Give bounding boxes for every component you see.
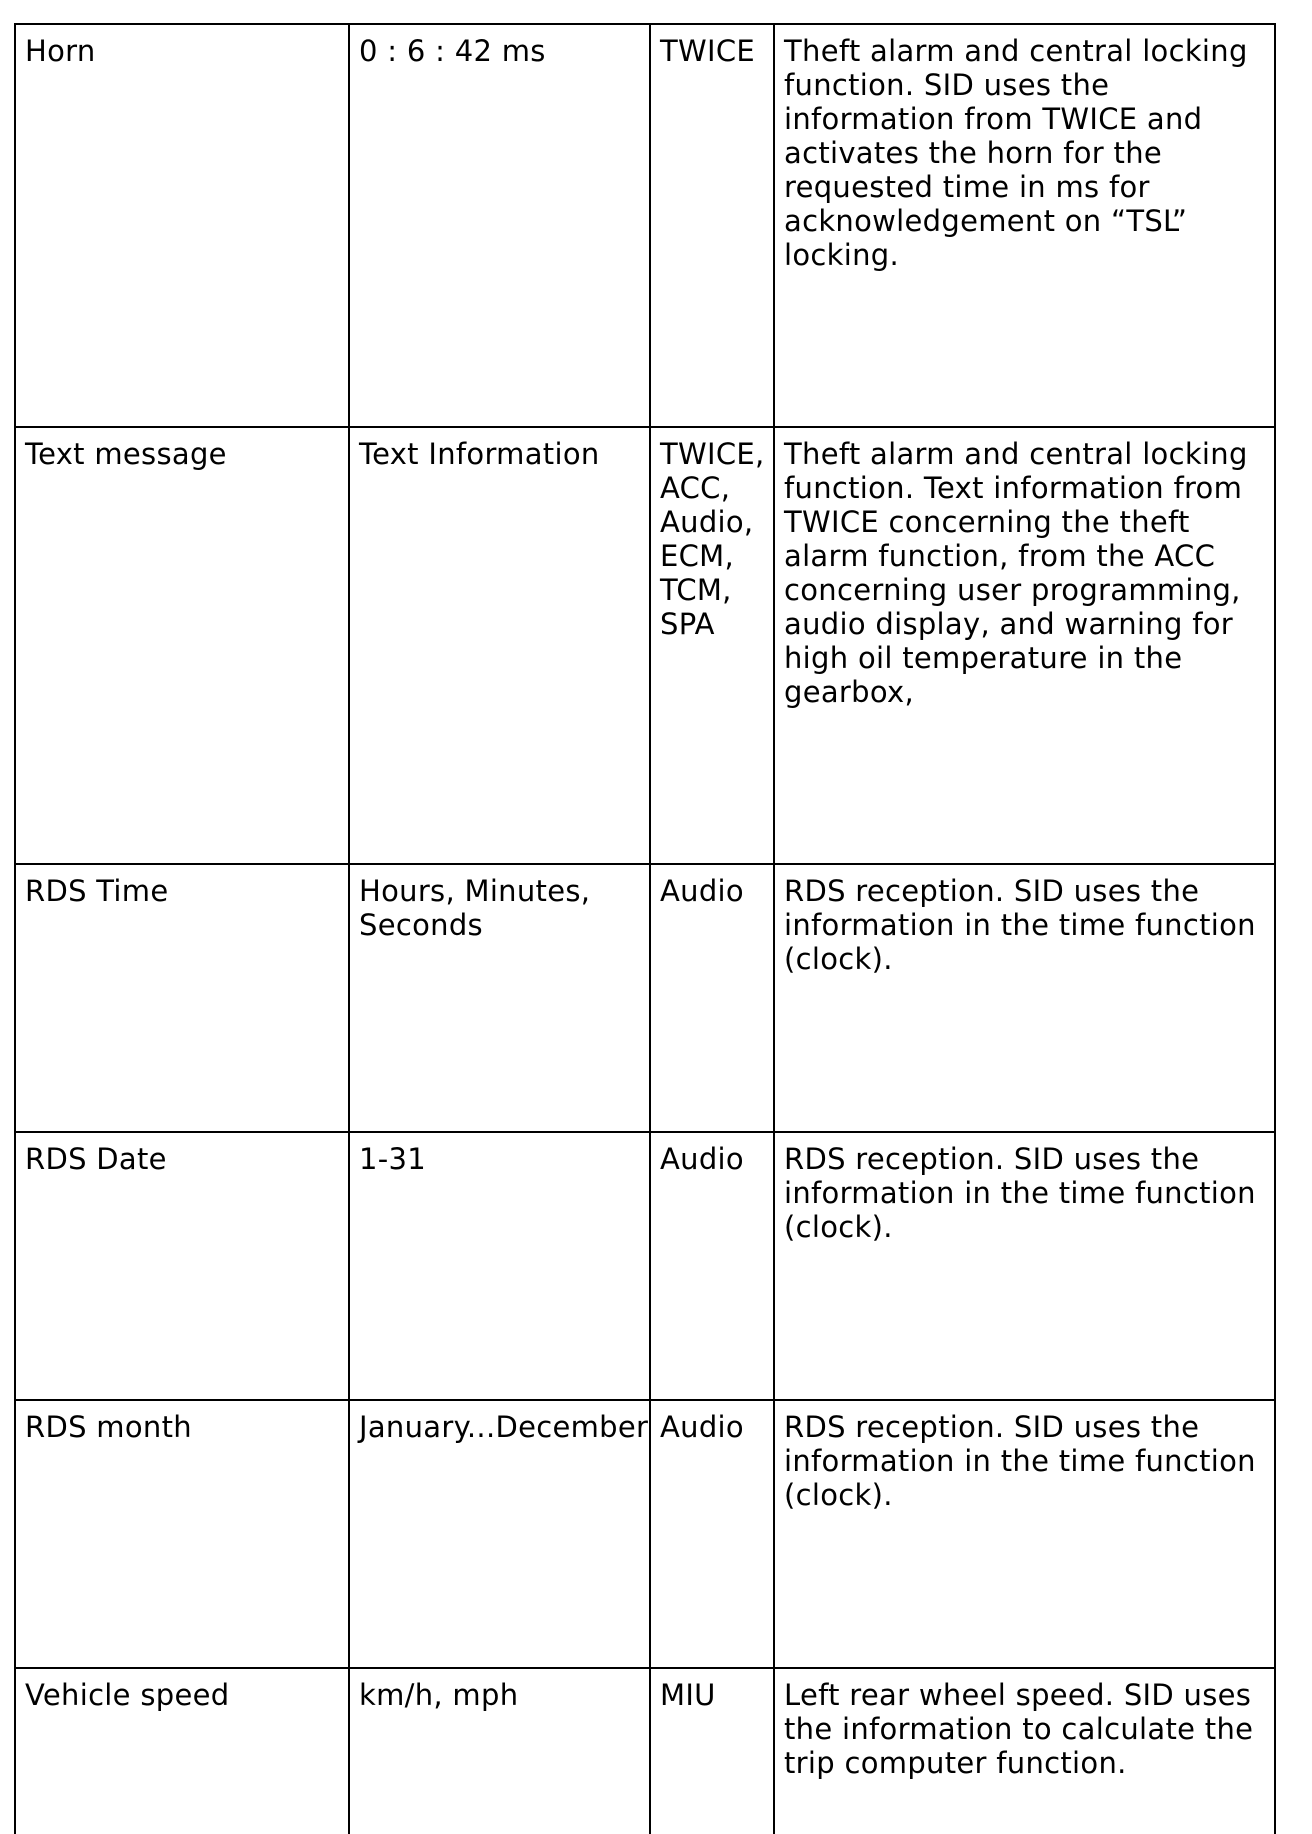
signal-source-cell: TWICE, ACC, Audio, ECM, TCM, SPA bbox=[650, 427, 774, 864]
signal-description-cell: Theft alarm and central locking function. SID uses the information from TWICE and activates the horn for the requested time in ms for acknowledgement on “TSL” locking. bbox=[774, 24, 1275, 427]
table-row-text-message bbox=[15, 427, 1275, 864]
signal-value-cell: 1-31 bbox=[349, 1132, 650, 1400]
signal-name-cell: Horn bbox=[15, 24, 349, 427]
signal-name-cell: RDS Date bbox=[15, 1132, 349, 1400]
signal-source-cell: Audio bbox=[650, 1400, 774, 1668]
signal-value-cell: January...December bbox=[349, 1400, 650, 1668]
signal-name-cell: RDS month bbox=[15, 1400, 349, 1668]
signal-name-cell: Vehicle speed bbox=[15, 1668, 349, 1834]
signal-name-cell: RDS Time bbox=[15, 864, 349, 1132]
signal-source-cell: Audio bbox=[650, 1132, 774, 1400]
table-row-vehicle-speed bbox=[15, 1668, 1275, 1834]
table-row-rds-date bbox=[15, 1132, 1275, 1400]
table-row-rds-time bbox=[15, 864, 1275, 1132]
table-row-horn bbox=[15, 24, 1275, 427]
signal-name-cell: Text message bbox=[15, 427, 349, 864]
table-row-rds-month bbox=[15, 1400, 1275, 1668]
signal-table bbox=[14, 23, 1276, 1834]
signal-value-cell: 0 : 6 : 42 ms bbox=[349, 24, 650, 427]
signal-source-cell: Audio bbox=[650, 864, 774, 1132]
signal-source-cell: MIU bbox=[650, 1668, 774, 1834]
signal-description-cell: RDS reception. SID uses the information in the time function (clock). bbox=[774, 864, 1275, 1132]
signal-source-cell: TWICE bbox=[650, 24, 774, 427]
signal-value-cell: Text Information bbox=[349, 427, 650, 864]
signal-description-cell: RDS reception. SID uses the information in the time function (clock). bbox=[774, 1400, 1275, 1668]
signal-value-cell: Hours, Minutes, Seconds bbox=[349, 864, 650, 1132]
signal-value-cell: km/h, mph bbox=[349, 1668, 650, 1834]
signal-description-cell: Theft alarm and central locking function. Text information from TWICE concerning the theft alarm function, from the ACC concerning user programming, audio display, and warning for high oil temperature in the gearbox, bbox=[774, 427, 1275, 864]
signal-description-cell: RDS reception. SID uses the information in the time function (clock). bbox=[774, 1132, 1275, 1400]
signal-description-cell: Left rear wheel speed. SID uses the information to calculate the trip computer function. bbox=[774, 1668, 1275, 1834]
